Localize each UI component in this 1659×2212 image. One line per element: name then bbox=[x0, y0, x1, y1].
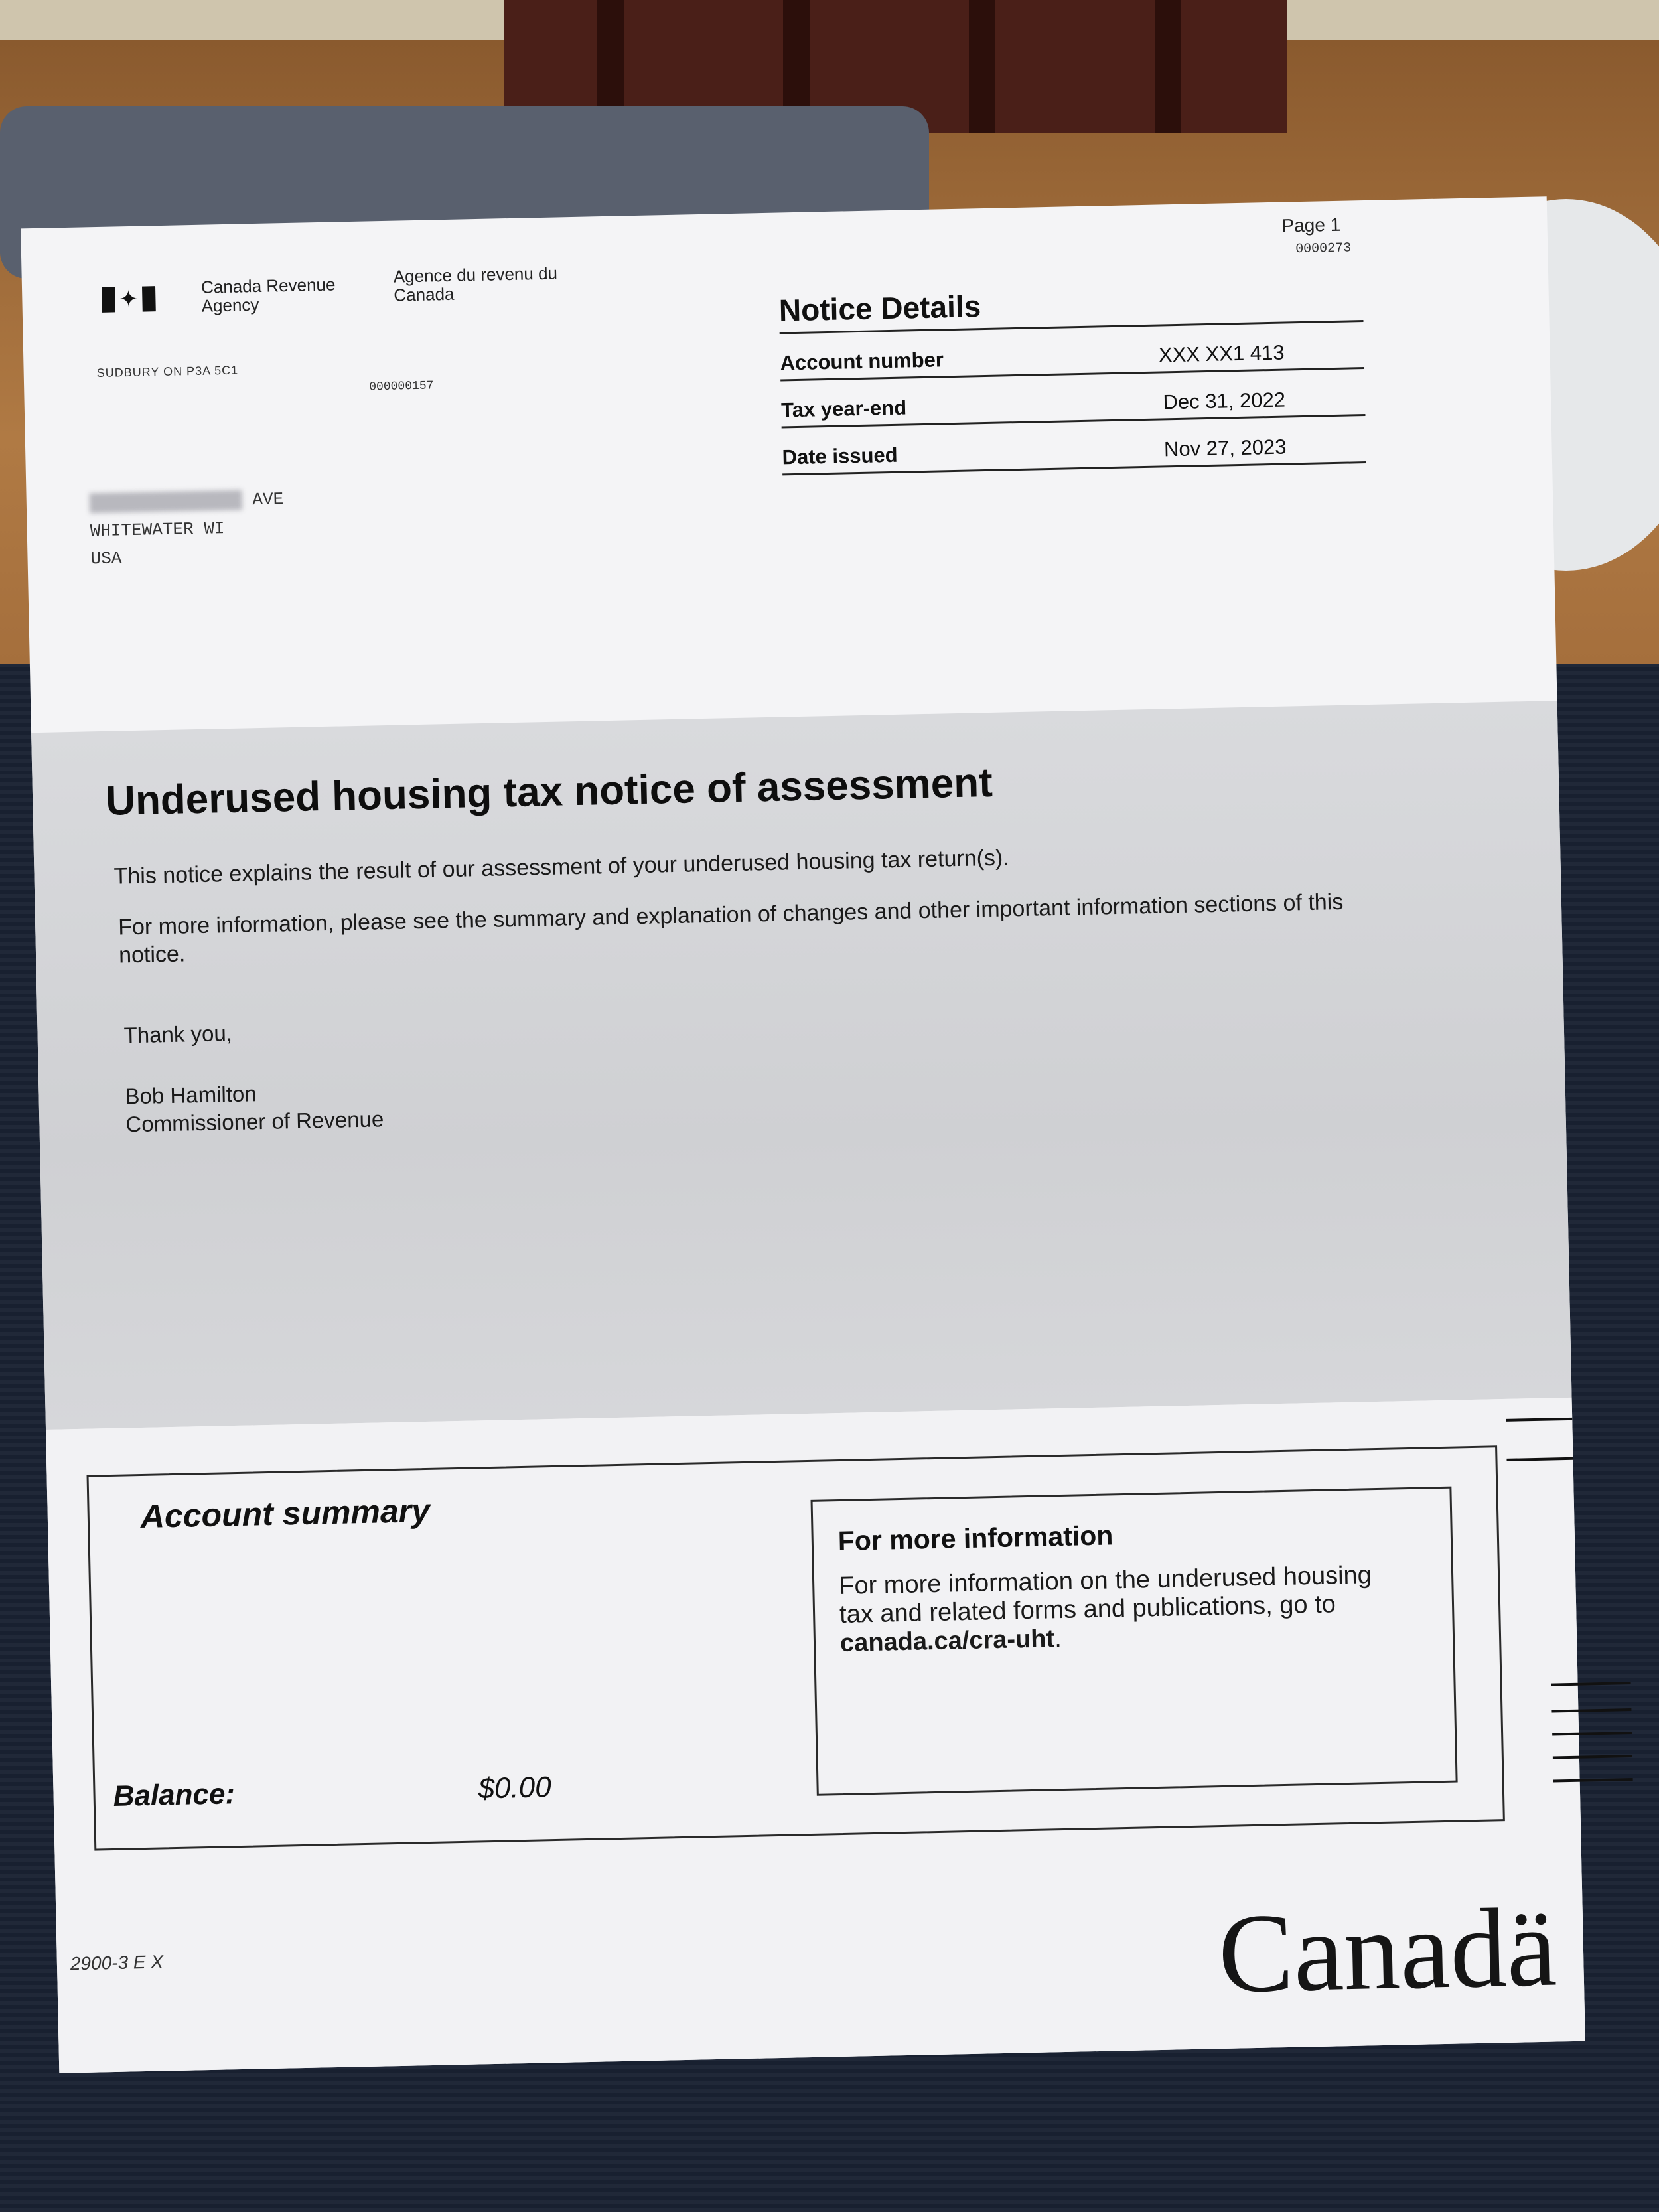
notice-row-label: Account number bbox=[780, 348, 944, 375]
notice-details-table bbox=[778, 280, 1366, 475]
canada-flag-icon: ✦ bbox=[102, 285, 175, 313]
more-info-title: For more information bbox=[837, 1520, 1114, 1557]
reference-number: 000000157 bbox=[369, 379, 434, 394]
more-info-link[interactable]: canada.ca/cra-uht bbox=[839, 1625, 1055, 1657]
address-street-suffix: AVE bbox=[252, 489, 284, 510]
notice-paper bbox=[21, 196, 1585, 2073]
canada-wordmark-logo: Canadä bbox=[1217, 1884, 1558, 2017]
balance-value: $0.00 bbox=[478, 1771, 552, 1805]
intro-paragraph: This notice explains the result of our assessment of your underused housing tax return(s). bbox=[113, 845, 1010, 889]
more-info-suffix: . bbox=[1054, 1625, 1062, 1653]
signer-name: Bob Hamilton bbox=[125, 1081, 257, 1109]
page-number: Page 1 bbox=[1281, 214, 1341, 236]
notice-row-value: Nov 27, 2023 bbox=[1163, 435, 1287, 461]
more-info-body: For more information on the underused housing tax and related forms and publications, go to bbox=[838, 1561, 1372, 1629]
notice-row-value: XXX XX1 413 bbox=[1158, 340, 1285, 367]
address-country: USA bbox=[90, 548, 122, 569]
info-paragraph: For more information, please see the summary and explanation of changes and other important information sections of this notice. bbox=[117, 889, 1344, 968]
page-code: 0000273 bbox=[1295, 240, 1352, 258]
agency-name-english: Canada Revenue Agency bbox=[200, 274, 336, 316]
address-city: WHITEWATER WI bbox=[90, 518, 225, 542]
signature-block bbox=[125, 1077, 384, 1138]
notice-row-value: Dec 31, 2022 bbox=[1163, 388, 1286, 414]
balance-label: Balance: bbox=[113, 1777, 236, 1812]
signer-title: Commissioner of Revenue bbox=[125, 1106, 384, 1137]
recipient-address bbox=[89, 485, 285, 573]
agency-name-french: Agence du revenu du Canada bbox=[393, 263, 558, 305]
redacted-street bbox=[90, 490, 243, 514]
form-code: 2900-3 E X bbox=[70, 1951, 164, 1974]
notice-row-label: Tax year-end bbox=[780, 396, 907, 422]
document-title: Underused housing tax notice of assessment bbox=[105, 759, 993, 824]
notice-details-title: Notice Details bbox=[778, 280, 1363, 334]
more-info-text bbox=[839, 1560, 1411, 1658]
closing-thanks: Thank you, bbox=[123, 1020, 233, 1048]
agency-city: SUDBURY ON P3A 5C1 bbox=[96, 363, 239, 380]
account-summary-title: Account summary bbox=[140, 1491, 431, 1536]
notice-row-label: Date issued bbox=[782, 443, 898, 469]
